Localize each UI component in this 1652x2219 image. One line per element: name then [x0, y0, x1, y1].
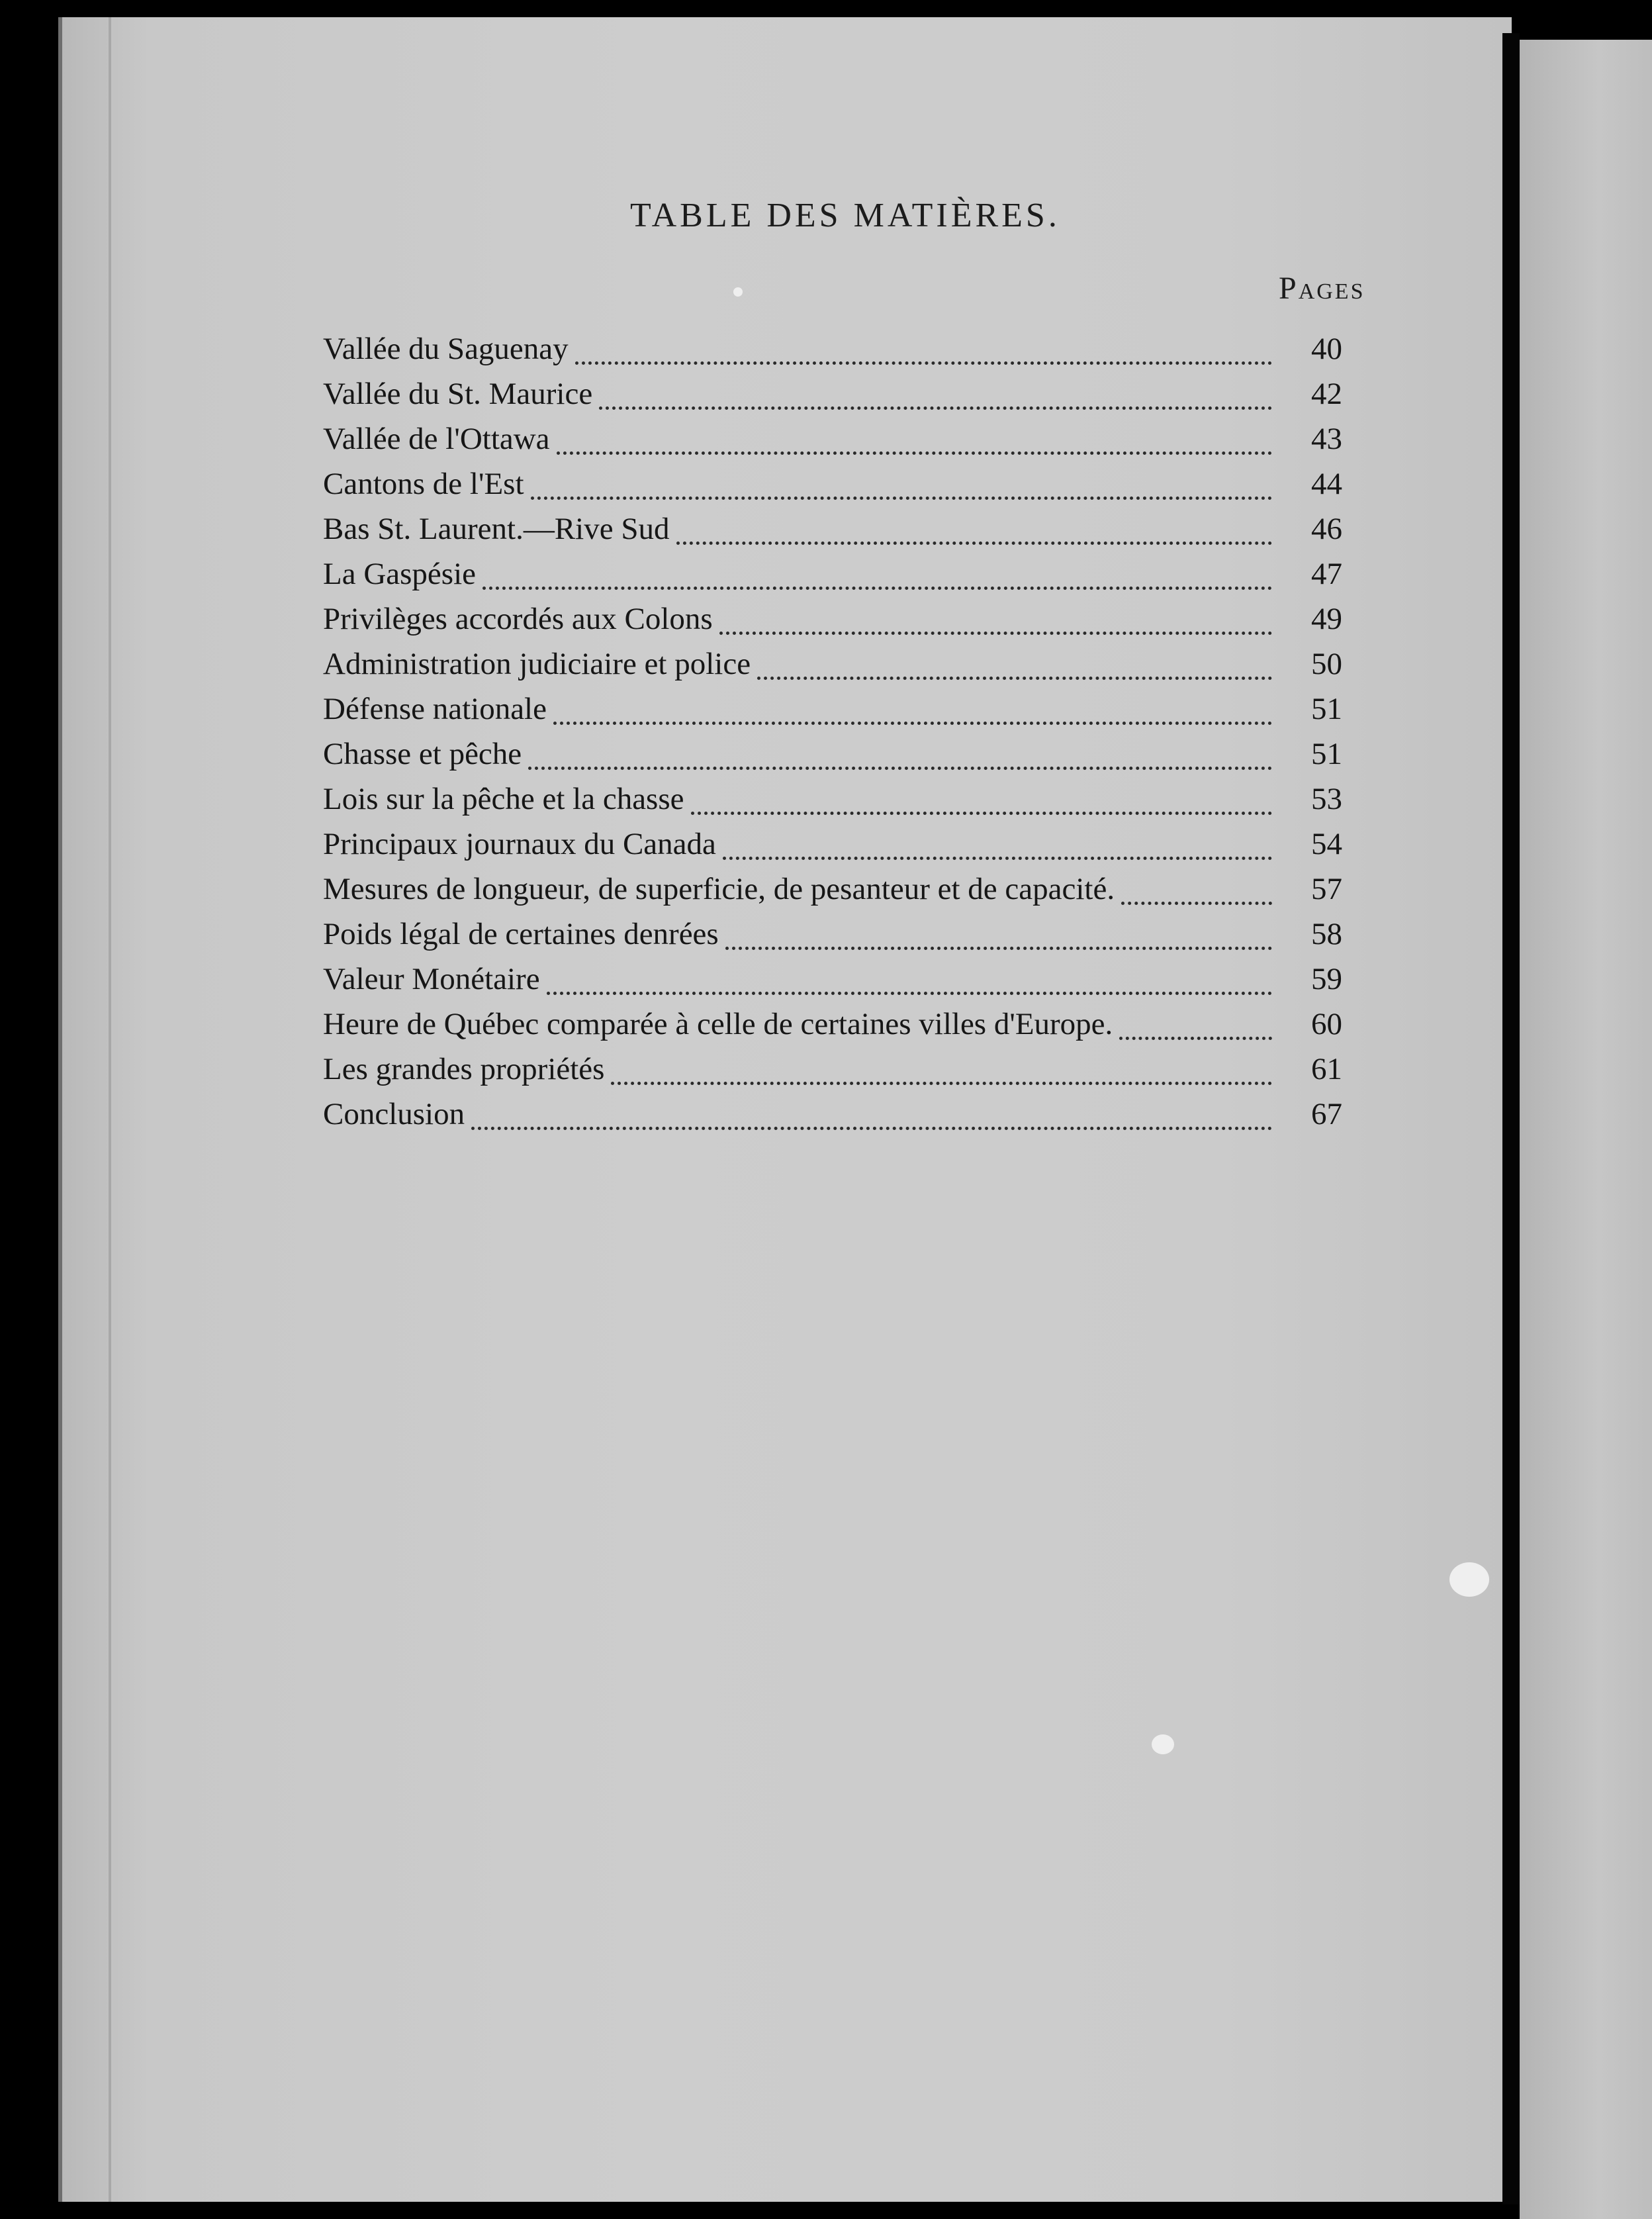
toc-entry-label: Vallée de l'Ottawa: [323, 422, 550, 456]
toc-entry-label: Heure de Québec comparée à celle de certaines villes d'Europe.: [323, 1007, 1113, 1041]
dot-leader: [553, 722, 1272, 725]
toc-entry-page-number: 40: [1311, 332, 1342, 366]
toc-entry: [323, 961, 1342, 1006]
toc-entry-label: Conclusion: [323, 1097, 465, 1131]
toc-entry: [323, 376, 1342, 421]
dot-leader: [1119, 1037, 1272, 1040]
toc-entry: [323, 421, 1342, 466]
dot-leader: [482, 587, 1272, 590]
toc-entry-page-number: 46: [1311, 512, 1342, 546]
toc-entry-page-number: 51: [1311, 737, 1342, 771]
toc-entry: [323, 826, 1342, 871]
toc-entry-page-number: 67: [1311, 1097, 1342, 1131]
paper-speck: [1152, 1734, 1174, 1754]
toc-entry-page-number: 53: [1311, 782, 1342, 816]
toc-entry-label: Défense nationale: [323, 692, 547, 726]
toc-entry: [323, 1051, 1342, 1096]
toc-entry-label: Principaux journaux du Canada: [323, 827, 716, 861]
toc-entry-page-number: 58: [1311, 917, 1342, 951]
toc-entry-page-number: 54: [1311, 827, 1342, 861]
dot-leader: [757, 677, 1272, 680]
dot-leader: [725, 947, 1272, 950]
toc-entry: [323, 646, 1342, 691]
toc-entry: [323, 871, 1342, 916]
adjacent-page-edge: [1520, 40, 1652, 2219]
toc-entry: [323, 511, 1342, 556]
page-gutter: [1502, 33, 1520, 2204]
toc-entry-label: Administration judiciaire et police: [323, 647, 751, 681]
toc-entry-page-number: 51: [1311, 692, 1342, 726]
toc-entry: [323, 736, 1342, 781]
toc-entry-label: Mesures de longueur, de superficie, de pesanteur et de capacité.: [323, 872, 1115, 906]
page-edge-shadow: [109, 17, 111, 2202]
toc-entry-page-number: 59: [1311, 962, 1342, 996]
toc-entry-label: La Gaspésie: [323, 557, 476, 591]
dot-leader: [611, 1082, 1272, 1085]
toc-entry-label: Valeur Monétaire: [323, 962, 540, 996]
toc-entry: [323, 781, 1342, 826]
pages-column-header: Pages: [1279, 271, 1365, 306]
paper-speck: [733, 287, 743, 297]
page-title: TABLE DES MATIÈRES.: [630, 197, 1060, 234]
toc-entry: [323, 1006, 1342, 1051]
toc-entry-label: Vallée du St. Maurice: [323, 377, 593, 411]
dot-leader: [723, 857, 1272, 860]
toc-entry: [323, 331, 1342, 376]
toc-entry-page-number: 47: [1311, 557, 1342, 591]
dot-leader: [676, 542, 1273, 545]
table-of-contents: [323, 331, 1342, 1141]
toc-entry: [323, 691, 1342, 736]
toc-entry-page-number: 50: [1311, 647, 1342, 681]
toc-entry: [323, 601, 1342, 646]
toc-entry-label: Privilèges accordés aux Colons: [323, 602, 713, 636]
dot-leader: [528, 767, 1272, 770]
dot-leader: [575, 361, 1272, 365]
toc-entry-page-number: 44: [1311, 467, 1342, 501]
toc-entry-label: Poids légal de certaines denrées: [323, 917, 719, 951]
dot-leader: [1121, 902, 1272, 905]
dot-leader: [531, 496, 1272, 500]
dot-leader: [599, 406, 1272, 410]
dot-leader: [557, 451, 1272, 455]
toc-entry-page-number: 60: [1311, 1007, 1342, 1041]
dot-leader: [719, 632, 1272, 635]
toc-entry-label: Bas St. Laurent.—Rive Sud: [323, 512, 670, 546]
toc-entry: [323, 916, 1342, 961]
toc-entry: [323, 556, 1342, 601]
toc-entry-page-number: 61: [1311, 1052, 1342, 1086]
dot-leader: [471, 1127, 1272, 1130]
toc-entry: [323, 1096, 1342, 1141]
toc-entry: [323, 466, 1342, 511]
toc-entry-page-number: 49: [1311, 602, 1342, 636]
toc-entry-page-number: 42: [1311, 377, 1342, 411]
toc-entry-label: Cantons de l'Est: [323, 467, 524, 501]
dot-leader: [547, 992, 1272, 995]
dot-leader: [691, 812, 1272, 815]
toc-entry-label: Lois sur la pêche et la chasse: [323, 782, 684, 816]
toc-entry-label: Vallée du Saguenay: [323, 332, 569, 366]
toc-entry-label: Les grandes propriétés: [323, 1052, 605, 1086]
toc-entry-page-number: 57: [1311, 872, 1342, 906]
toc-entry-page-number: 43: [1311, 422, 1342, 456]
paper-speck: [1449, 1562, 1489, 1597]
toc-entry-label: Chasse et pêche: [323, 737, 522, 771]
